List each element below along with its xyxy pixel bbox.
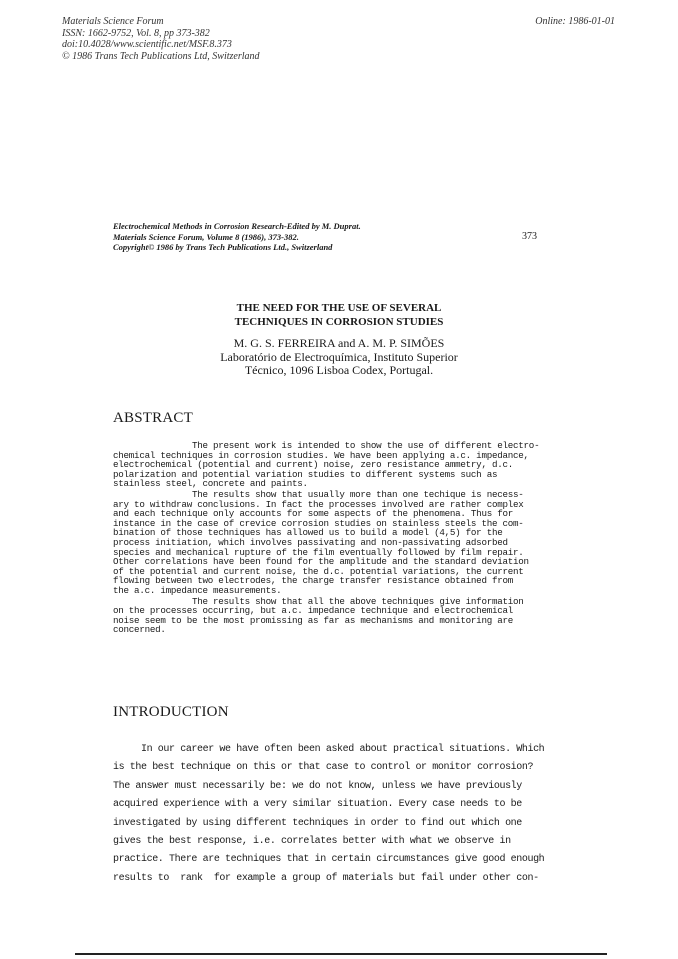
- abstract-heading: ABSTRACT: [113, 410, 193, 426]
- abstract-line: the a.c. impedance measurements.: [113, 584, 282, 596]
- abstract-line: and each technique only accounts for some aspects of the phenomena. Thus for: [113, 508, 514, 520]
- abstract-body: [113, 441, 539, 635]
- abstract-line: process initiation, which involves passivating and non-passivating adsorbed: [113, 536, 508, 548]
- abstract-line: species and mechanical rupture of the film eventually followed by film repair.: [113, 546, 524, 558]
- introduction-body: [113, 741, 544, 888]
- affiliation-line-1: Laboratório de Electroquímica, Instituto Superior: [220, 349, 458, 364]
- abstract-line: on the processes occurring, but a.c. impedance technique and electrochemical: [113, 605, 514, 617]
- abstract-line: electrochemical (potential and current) noise, zero resistance ammetry, d.c.: [113, 459, 514, 471]
- abstract-line: of the potential and current noise, the d.c. potential variations, the current: [113, 565, 524, 577]
- intro-line: acquired experience with a very similar situation. Every case needs to be: [113, 799, 522, 811]
- issn-line: ISSN: 1662-9752, Vol. 8, pp 373-382: [62, 27, 210, 39]
- bottom-rule: [75, 953, 607, 955]
- citation-block: [113, 221, 361, 253]
- intro-line: results to rank for example a group of materials but fail under other con-: [113, 872, 539, 884]
- doi-line: doi:10.4028/www.scientific.net/MSF.8.373: [62, 39, 232, 50]
- abstract-line: chemical techniques in corrosion studies. We have been applying a.c. impedance,: [113, 449, 529, 461]
- affiliation-line-2: Técnico, 1096 Lisboa Codex, Portugal.: [244, 363, 434, 377]
- copyright-line: © 1986 Trans Tech Publications Ltd, Switzerland: [62, 50, 260, 62]
- citation-line-1: Electrochemical Methods in Corrosion Research-Edited by M. Duprat.: [113, 221, 361, 231]
- author-block: [0, 337, 678, 378]
- abstract-line: concerned.: [113, 624, 166, 636]
- abstract-line: flowing between two electrodes, the charge transfer resistance obtained from: [113, 575, 514, 587]
- paper-title: [0, 302, 678, 329]
- intro-line: practice. There are techniques that in certain circumstances give good enough: [113, 854, 545, 866]
- journal-name: Materials Science Forum: [62, 16, 164, 27]
- abstract-line: polarization and potential variation studies to different systems such as: [113, 468, 498, 480]
- page-number: 373: [522, 231, 537, 242]
- abstract-line: The present work is intended to show the use of different electro-: [113, 440, 540, 451]
- abstract-line: The results show that all the above techniques give information: [113, 595, 524, 607]
- abstract-line: The results show that usually more than one techique is necess-: [113, 488, 524, 500]
- abstract-line: ary to withdraw conclusions. In fact the processes involved are rather complex: [113, 498, 524, 510]
- intro-line: The answer must necessarily be: we do not know, unless we have previously: [113, 780, 522, 792]
- intro-line: is the best technique on this or that case to control or monitor corrosion?: [113, 762, 534, 774]
- introduction-heading: INTRODUCTION: [113, 704, 229, 720]
- citation-line-3: Copyright© 1986 by Trans Tech Publications Ltd., Switzerland: [113, 242, 333, 252]
- citation-line-2: Materials Science Forum, Volume 8 (1986), 373-382.: [113, 231, 299, 242]
- publication-metadata: [62, 16, 260, 62]
- title-line-2: TECHNIQUES IN CORROSION STUDIES: [234, 315, 444, 328]
- abstract-line: Other correlations have been found for the amplitude and the standard deviation: [113, 556, 529, 568]
- author-names: M. G. S. FERREIRA and A. M. P. SIMÕES: [233, 336, 445, 350]
- intro-line: In our career we have often been asked about practical situations. Which: [113, 744, 545, 755]
- abstract-line: noise seem to be the most promissing as far as mechanisms and monitoring are: [113, 614, 514, 626]
- intro-line: gives the best response, i.e. correlates better with what we observe in: [113, 836, 511, 848]
- abstract-line: bination of those techniques has allowed us to build a model (4,5) for the: [113, 527, 503, 539]
- abstract-line: stainless steel, concrete and paints.: [113, 478, 308, 490]
- intro-line: investigated by using different techniques in order to find out which one: [113, 817, 522, 829]
- abstract-line: instance in the case of crevice corrosion studies on stainless steels the com-: [113, 517, 524, 529]
- title-line-1: THE NEED FOR THE USE OF SEVERAL: [236, 302, 442, 314]
- online-date: Online: 1986-01-01: [535, 16, 615, 27]
